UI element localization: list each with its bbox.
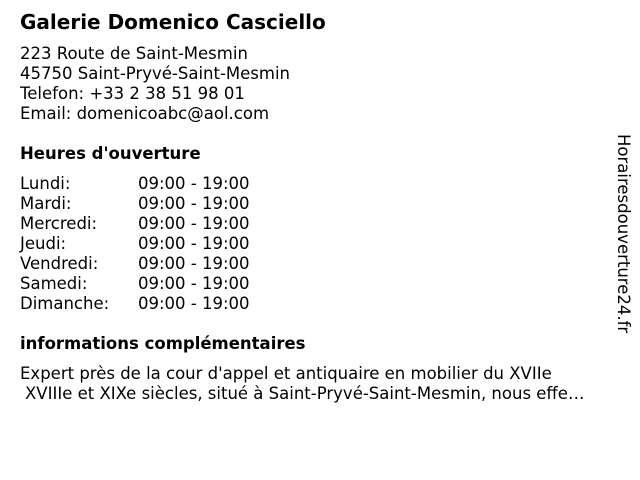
hours-row-saturday: [20, 274, 320, 294]
day-label: Dimanche:: [20, 294, 110, 313]
hours-row-tuesday: [20, 194, 320, 214]
email-address: Email: domenicoabc@aol.com: [20, 104, 270, 123]
time-range: 09:00 - 19:00: [138, 194, 250, 213]
opening-hours-table: [20, 174, 320, 314]
description-line: Expert près de la cour d'appel et antiquaire en mobilier du XVIIe: [20, 364, 552, 383]
phone-number: Telefon: +33 2 38 51 98 01: [20, 84, 245, 103]
opening-hours-heading: Heures d'ouverture: [20, 144, 201, 163]
additional-info-heading: informations complémentaires: [20, 334, 306, 353]
contact-block: [20, 44, 290, 124]
day-label: Vendredi:: [20, 254, 99, 273]
hours-row-thursday: [20, 234, 320, 254]
description-line: XVIIIe et XIXe siècles, situé à Saint-Pryvé-Saint-Mesmin, nous effe…: [25, 384, 585, 403]
time-range: 09:00 - 19:00: [138, 174, 250, 193]
address-street: 223 Route de Saint-Mesmin: [20, 44, 248, 63]
hours-row-monday: [20, 174, 320, 194]
day-label: Jeudi:: [20, 234, 67, 253]
hours-row-wednesday: [20, 214, 320, 234]
hours-row-friday: [20, 254, 320, 274]
site-watermark: Horairesdouverture24.fr: [614, 134, 633, 334]
hours-row-sunday: [20, 294, 320, 314]
time-range: 09:00 - 19:00: [138, 254, 250, 273]
time-range: 09:00 - 19:00: [138, 234, 250, 253]
time-range: 09:00 - 19:00: [138, 294, 250, 313]
additional-info-text: [20, 364, 584, 404]
address-city: 45750 Saint-Pryvé-Saint-Mesmin: [20, 64, 291, 83]
time-range: 09:00 - 19:00: [138, 274, 250, 293]
day-label: Mardi:: [20, 194, 72, 213]
time-range: 09:00 - 19:00: [138, 214, 250, 233]
day-label: Lundi:: [20, 174, 71, 193]
day-label: Samedi:: [20, 274, 88, 293]
business-name: Galerie Domenico Casciello: [20, 10, 326, 34]
day-label: Mercredi:: [20, 214, 98, 233]
